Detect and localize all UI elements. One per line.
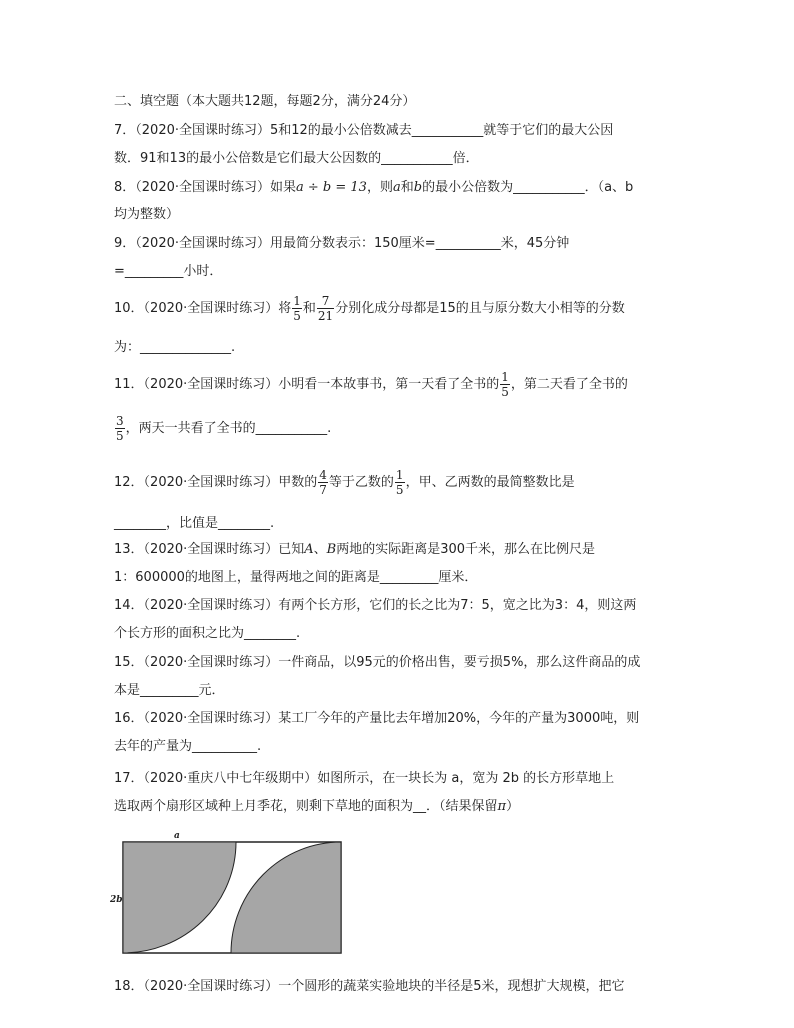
fraction: $\frac{7}{21}$: [317, 294, 334, 323]
question-17-line-1: 17．（2020·重庆八中七年级期中）如图所示，在一块长为 a，宽为 2b 的长方形草地上: [114, 771, 615, 786]
question-15-line-2: 本是_________元．: [114, 683, 225, 698]
question-17-line-2: 选取两个扇形区域种上月季花，则剩下草地的面积为__．（结果保留π）: [114, 799, 520, 814]
question-13-line-1: 13．（2020·全国课时练习）已知A、B两地的实际距离是300千米，那么在比例尺是: [114, 542, 596, 557]
fraction: $\frac{1}{5}$: [395, 468, 404, 497]
question-8-line-1: 8．（2020·全国课时练习）如果a ÷ b = 13，则a和b的最小公倍数为___________．（a、b: [114, 180, 634, 195]
fraction: $\frac{3}{5}$: [116, 414, 124, 443]
question-12-line-1: 12．（2020·全国课时练习）甲数的 $\frac{4}{7}$ 等于乙数的 $\frac{1}{5}$ ，甲、乙两数的最简整数比是: [114, 468, 575, 497]
question-16-line-1: 16．（2020·全国课时练习）某工厂今年的产量比去年增加20%，今年的产量为3000吨，则: [114, 711, 640, 726]
question-8-line-2: 均为整数）: [114, 207, 180, 222]
question-11-line-2: $\frac{3}{5}$ ，两天一共看了全书的___________.: [116, 414, 332, 443]
question-11-line-1: 11．（2020·全国课时练习）小明看一本故事书，第一天看了全书的 $\frac{1}{5}$ ，第二天看了全书的: [114, 370, 628, 399]
formula: a ÷ b = 13: [296, 180, 367, 195]
fraction: $\frac{4}{7}$: [319, 468, 327, 497]
question-16-line-2: 去年的产量为__________.: [114, 739, 262, 754]
label-2b: 2b: [110, 895, 123, 905]
question-7-line-1: 7．（2020·全国课时练习）5和12的最小公倍数减去___________就等于它们的最大公因: [114, 123, 614, 138]
question-18-line-1: 18．（2020·全国课时练习）一个圆形的蔬菜实验地块的半径是5米，现想扩大规模，把它: [114, 979, 625, 994]
rectangle-sectors-diagram: [106, 830, 356, 958]
question-7-line-2: 数．91和13的最小公倍数是它们最大公因数的___________倍．: [114, 151, 479, 166]
fraction: $\frac{1}{5}$: [293, 294, 301, 323]
question-15-line-1: 15．（2020·全国课时练习）一件商品，以95元的价格出售，要亏损5%，那么这件商品的成: [114, 655, 641, 670]
label-a: a: [174, 831, 180, 841]
fraction: $\frac{1}{5}$: [501, 370, 509, 399]
question-10-line-2: 为：______________.: [114, 340, 236, 355]
question-13-line-2: 1：600000的地图上，量得两地之间的距离是_________厘米．: [114, 570, 478, 585]
question-10-line-1: 10．（2020·全国课时练习）将 $\frac{1}{5}$ 和 $\frac{7}{21}$ 分别化成分母都是15的且与原分数大小相等的分数: [114, 294, 625, 323]
rectangle-figure: [106, 830, 356, 962]
section-header: 二、填空题（本大题共12题，每题2分，满分24分）: [114, 94, 416, 109]
question-14-line-1: 14．（2020·全国课时练习）有两个长方形，它们的长之比为7：5，宽之比为3：4，则这两: [114, 598, 637, 613]
question-12-line-2: ________，比值是________.: [114, 516, 275, 531]
question-9-line-2: =_________小时．: [114, 264, 223, 279]
question-9-line-1: 9．（2020·全国课时练习）用最简分数表示：150厘米=__________米，45分钟: [114, 236, 570, 251]
question-14-line-2: 个长方形的面积之比为________.: [114, 626, 301, 641]
